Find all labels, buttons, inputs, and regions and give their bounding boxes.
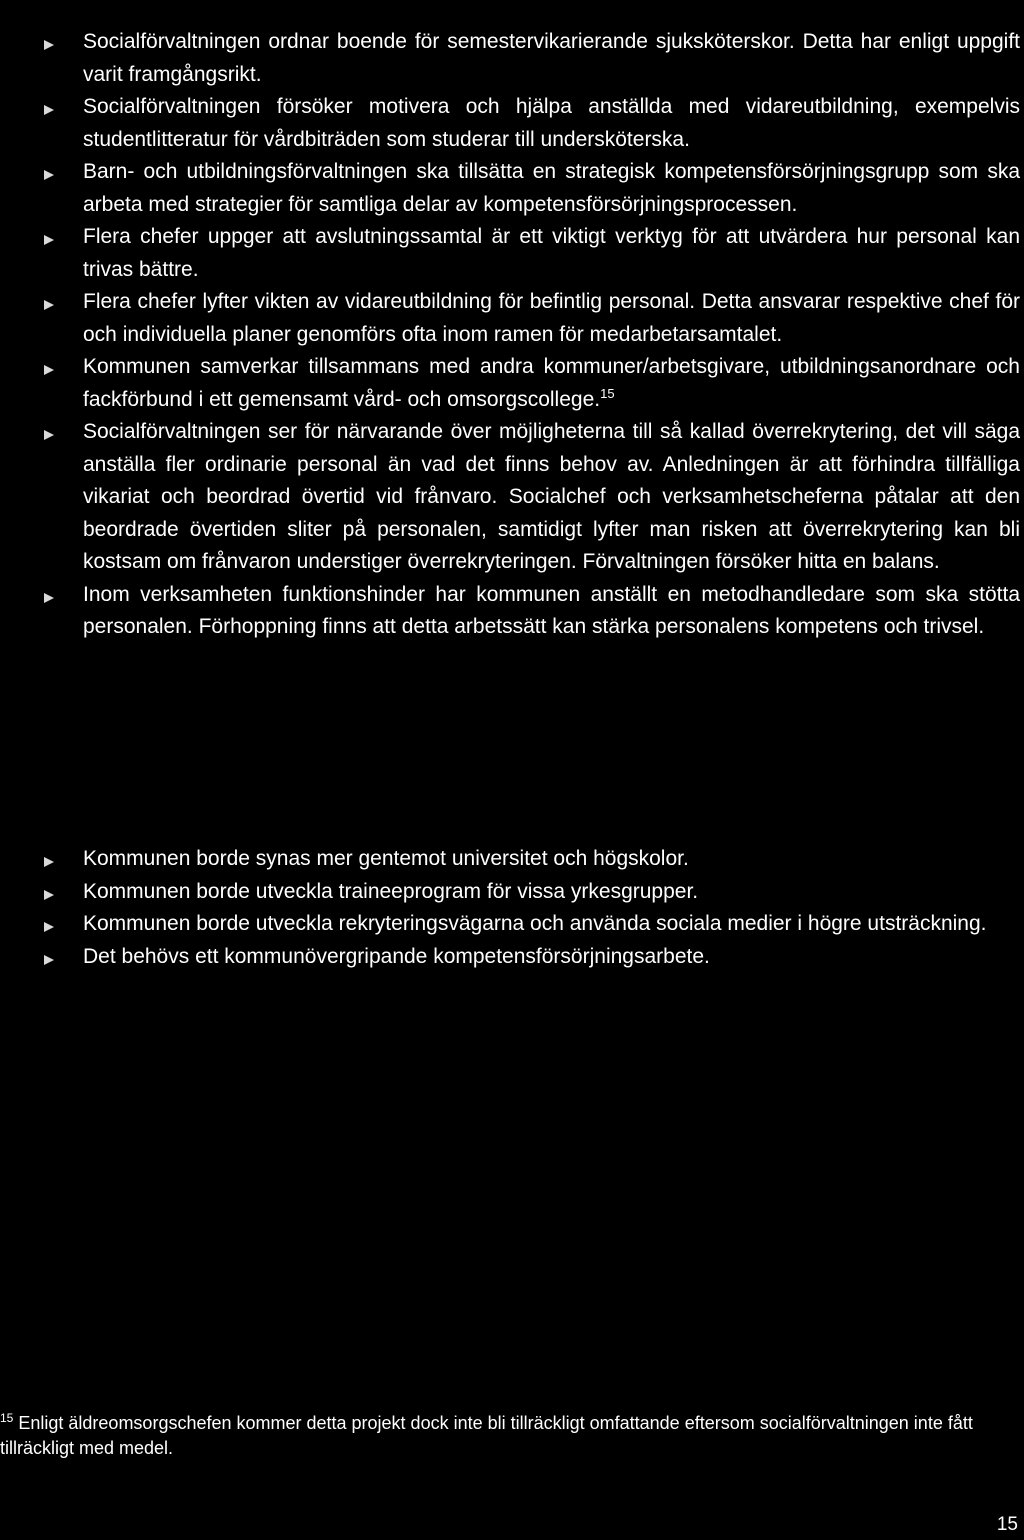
list-item-text: Socialförvaltningen ser för närvarande över möjligheterna till så kallad överrekrytering, det vill säga anställa fler ordinarie personal än vad det finns behov av. Anledningen är att förhindra tillfälliga vikariat och beordrad övertid vid frånvaro. Socialchef och verksamhetscheferna påtalar att den beordrade övertiden sliter på personalen, samtidigt lyfter man risken att överrekrytering kan bli kostsam om frånvaron understiger överrekryteringen. Förvaltningen försöker hitta en balans. — [83, 420, 1020, 573]
list-item-text: Inom verksamheten funktionshinder har kommunen anställt en metodhandledare som ska stötta personalen. Förhoppning finns att detta arbetssätt kan stärka personalens kompetens och trivsel. — [83, 582, 1020, 638]
list-item — [0, 351, 1024, 416]
list-item-text: Socialförvaltningen ordnar boende för semestervikarierande sjuksköterskor. Detta har enligt uppgift varit framgångsrikt. — [83, 30, 1020, 86]
list-item — [0, 579, 1024, 644]
footnote — [0, 1411, 1024, 1461]
footnote-reference: 15 — [600, 385, 615, 401]
triangle-bullet-icon — [44, 365, 54, 375]
list-item-text: Kommunen borde utveckla traineeprogram för vissa yrkesgrupper. — [83, 879, 699, 903]
triangle-bullet-icon — [44, 922, 54, 932]
footnote-text: Enligt äldreomsorgschefen kommer detta projekt dock inte bli tillräckligt omfattande eftersom socialförvaltningen inte fått tillräckligt med medel. — [0, 1413, 973, 1458]
bullet-list-suggestions — [0, 843, 1024, 973]
list-item — [0, 156, 1024, 221]
triangle-bullet-icon — [44, 170, 54, 180]
list-item-text: Det behövs ett kommunövergripande kompetensförsörjningsarbete. — [83, 944, 710, 968]
triangle-bullet-icon — [44, 857, 54, 867]
list-item — [0, 416, 1024, 579]
triangle-bullet-icon — [44, 105, 54, 115]
list-item-text: Kommunen borde synas mer gentemot universitet och högskolor. — [83, 847, 689, 870]
triangle-bullet-icon — [44, 430, 54, 440]
list-item-text: Kommunen borde utveckla rekryteringsvägarna och använda sociala medier i högre utsträckning. — [83, 912, 987, 935]
triangle-bullet-icon — [44, 890, 54, 900]
list-item — [0, 843, 1024, 876]
list-item-text: Flera chefer lyfter vikten av vidareutbildning för befintlig personal. Detta ansvarar respektive chef för och individuella planer genomförs ofta inom ramen för medarbetarsamtalet. — [83, 290, 1020, 346]
triangle-bullet-icon — [44, 300, 54, 310]
list-item — [0, 908, 1024, 941]
list-item — [0, 26, 1024, 91]
list-item-text: Socialförvaltningen försöker motivera och hjälpa anställda med vidareutbildning, exempelvis studentlitteratur för vårdbiträden som studerar till undersköterska. — [83, 95, 1020, 151]
triangle-bullet-icon — [44, 40, 54, 50]
list-item — [0, 941, 1024, 974]
list-item-text: Flera chefer uppger att avslutningssamtal är ett viktigt verktyg för att utvärdera hur personal kan trivas bättre. — [83, 225, 1020, 281]
list-item — [0, 876, 1024, 909]
bullet-list-measures — [0, 26, 1024, 644]
list-item — [0, 286, 1024, 351]
list-item — [0, 91, 1024, 156]
triangle-bullet-icon — [44, 593, 54, 603]
list-item-text: Kommunen samverkar tillsammans med andra kommuner/arbetsgivare, utbildningsanordnare och fackförbund i ett gemensamt vård- och omsorgscollege. — [83, 355, 1020, 411]
page-number: 15 — [996, 1514, 1018, 1535]
triangle-bullet-icon — [44, 955, 54, 965]
list-item — [0, 221, 1024, 286]
triangle-bullet-icon — [44, 235, 54, 245]
footnote-number: 15 — [0, 1411, 14, 1425]
list-item-text: Barn- och utbildningsförvaltningen ska tillsätta en strategisk kompetensförsörjningsgrupp som ska arbeta med strategier för samtliga delar av kompetensförsörjningsprocessen. — [83, 160, 1020, 216]
